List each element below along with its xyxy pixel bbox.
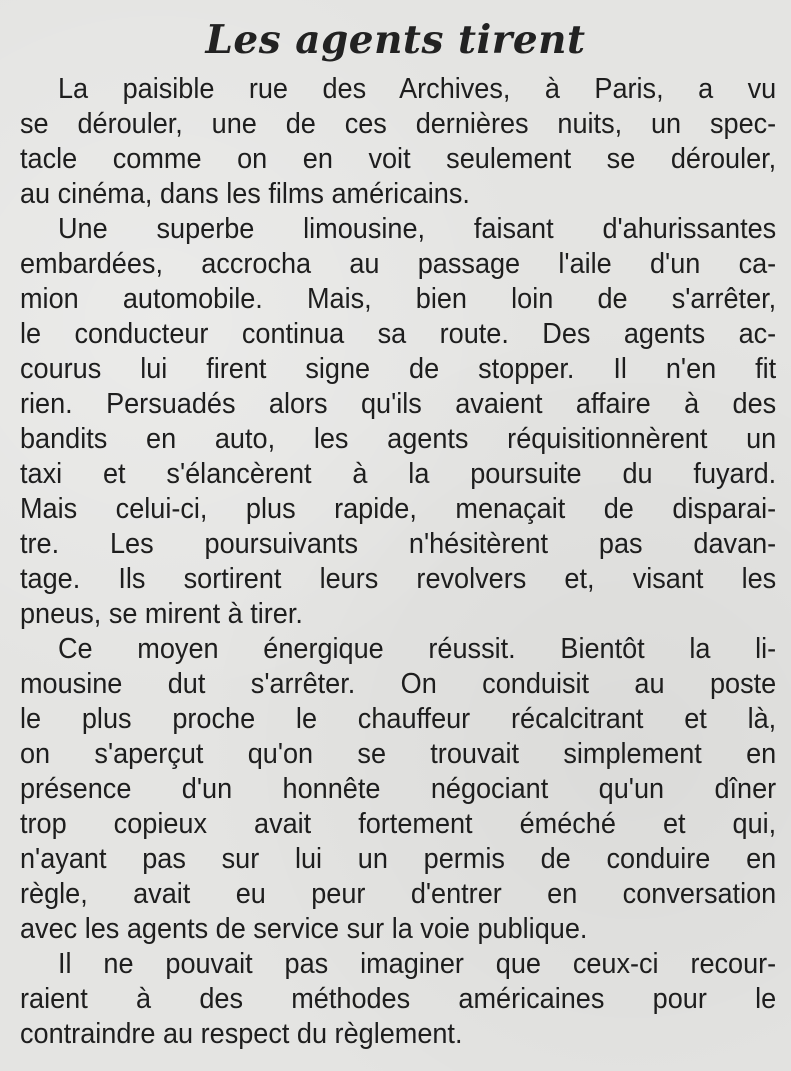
article-body (20, 72, 776, 1052)
text-line: le conducteur continua sa route. Des agents ac- (20, 318, 777, 350)
text-line: Il ne pouvait pas imaginer que ceux-ci recour- (58, 948, 777, 980)
text-line: Ce moyen énergique réussit. Bientôt la li- (58, 633, 777, 665)
article-title: Les agents tirent (205, 17, 586, 63)
text-line: on s'aperçut qu'on se trouvait simplement en (20, 738, 777, 770)
text-line: raient à des méthodes américaines pour le (20, 983, 777, 1015)
text-line: se dérouler, une de ces dernières nuits, un spec- (20, 108, 777, 140)
text-line: rien. Persuadés alors qu'ils avaient affaire à des (20, 388, 777, 420)
text-line: embardées, accrocha au passage l'aile d'un ca- (20, 248, 777, 280)
text-line: présence d'un honnête négociant qu'un dîner (20, 773, 777, 805)
text-line: tre. Les poursuivants n'hésitèrent pas davan- (20, 528, 777, 560)
text-line: règle, avait eu peur d'entrer en conversation (20, 878, 777, 910)
text-line: bandits en auto, les agents réquisitionnèrent un (20, 423, 777, 455)
text-line: contraindre au respect du règlement. (20, 1018, 463, 1050)
paragraph-2 (20, 212, 776, 632)
text-line: tacle comme on en voit seulement se dérouler, (20, 143, 777, 175)
text-line: trop copieux avait fortement éméché et qui, (20, 808, 777, 840)
text-line: n'ayant pas sur lui un permis de conduire en (20, 843, 777, 875)
text-line: Une superbe limousine, faisant d'ahurissantes (58, 213, 777, 245)
text-line: pneus, se mirent à tirer. (20, 598, 303, 630)
text-line: Mais celui-ci, plus rapide, menaçait de disparai- (20, 493, 777, 525)
paragraph-1 (20, 72, 776, 212)
paragraph-4 (20, 947, 776, 1052)
text-line: taxi et s'élancèrent à la poursuite du fuyard. (20, 458, 777, 490)
text-line: mousine dut s'arrêter. On conduisit au poste (20, 668, 777, 700)
text-line: courus lui firent signe de stopper. Il n'en fit (20, 353, 777, 385)
text-line: au cinéma, dans les films américains. (20, 178, 470, 210)
text-line: La paisible rue des Archives, à Paris, a vu (58, 73, 777, 105)
text-line: mion automobile. Mais, bien loin de s'arrêter, (20, 283, 777, 315)
text-line: le plus proche le chauffeur récalcitrant et là, (20, 703, 777, 735)
text-line: tage. Ils sortirent leurs revolvers et, visant les (20, 563, 777, 595)
paragraph-3 (20, 632, 776, 947)
text-line: avec les agents de service sur la voie publique. (20, 913, 588, 945)
